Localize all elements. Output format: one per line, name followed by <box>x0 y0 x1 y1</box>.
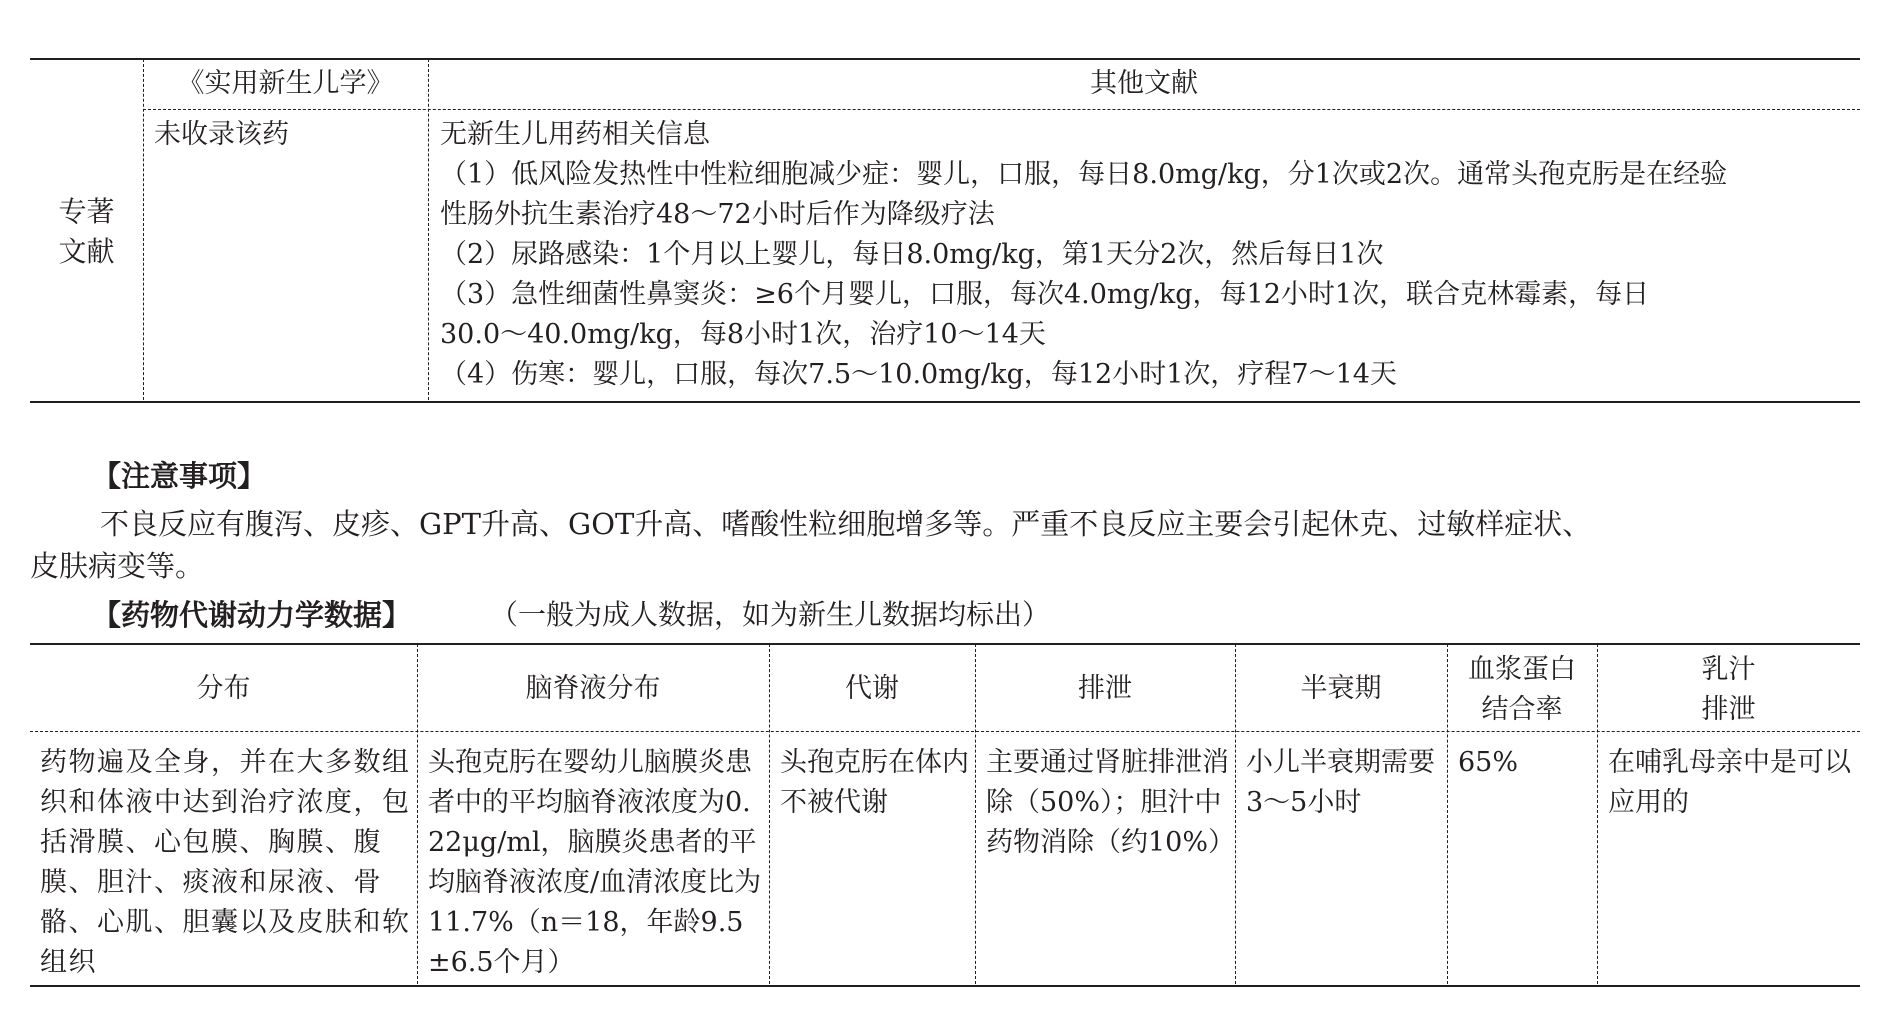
pk-heading: 【药物代谢动力学数据】 <box>92 598 412 632</box>
table1-col-divider-1 <box>143 59 144 400</box>
precautions-text-line2: 皮肤病变等。 <box>30 549 205 583</box>
pk-note: （一般为成人数据，如为新生儿数据均标出） <box>490 598 1051 631</box>
pk-value-half-life: 小儿半衰期需要3～5小时 <box>1246 747 1435 818</box>
table2-header-divider <box>30 731 1860 732</box>
col1-value: 未收录该药 <box>154 119 289 150</box>
other-lit-line: （1）低风险发热性中性粒细胞减少症：婴儿，口服，每日8.0mg/kg，分1次或2次。通常头孢克肟是在经验 <box>440 159 1728 190</box>
table2-top-rule <box>30 643 1860 645</box>
pk-header-half-life: 半衰期 <box>1300 673 1382 704</box>
table1-bottom-rule <box>30 401 1860 403</box>
pk-header-protein-binding: 血浆蛋白 结合率 <box>1468 654 1576 725</box>
col2-header: 其他文献 <box>1090 68 1198 99</box>
other-lit-line: 性肠外抗生素治疗48～72小时后作为降级疗法 <box>440 199 995 230</box>
pk-value-protein-binding: 65% <box>1458 747 1519 778</box>
pk-value-distribution: 药物遍及全身，并在大多数组织和体液中达到治疗浓度，包括滑膜、心包膜、胸膜、腹膜、胆汁、痰液和尿液、骨骼、心肌、胆囊以及皮肤和软组织 <box>40 747 411 978</box>
pk-header-csf: 脑脊液分布 <box>525 673 661 704</box>
other-lit-line: 30.0～40.0mg/kg，每8小时1次，治疗10～14天 <box>440 319 1046 350</box>
precautions-text-line1: 不良反应有腹泻、皮疹、GPT升高、GOT升高、嗜酸性粒细胞增多等。严重不良反应主要会引起休克、过敏样症状、 <box>100 507 1592 541</box>
pk-value-csf: 头孢克肟在婴幼儿脑膜炎患者中的平均脑脊液浓度为0.22μg/ml，脑膜炎患者的平均脑脊液浓度/血清浓度比为11.7%（n＝18，年龄9.5±6.5个月） <box>428 747 762 978</box>
other-lit-line: （3）急性细菌性鼻窦炎：≥6个月婴儿，口服，每次4.0mg/kg，每12小时1次，联合克林霉素，每日 <box>440 279 1650 310</box>
pk-header-milk-excretion: 乳汁 排泄 <box>1701 654 1756 725</box>
table1-col-divider-2 <box>428 59 429 400</box>
monograph-row-header: 专著 文献 <box>58 195 115 268</box>
pk-header-metabolism: 代谢 <box>845 673 899 704</box>
other-lit-line: （4）伤寒：婴儿，口服，每次7.5～10.0mg/kg，每12小时1次，疗程7～14天 <box>440 359 1397 390</box>
other-lit-line: 无新生儿用药相关信息 <box>440 119 710 150</box>
pk-value-milk-excretion: 在哺乳母亲中是可以应用的 <box>1608 747 1851 818</box>
table1-top-rule <box>30 58 1860 60</box>
table2-bottom-rule <box>30 985 1860 987</box>
other-lit-line: （2）尿路感染：1个月以上婴儿，每日8.0mg/kg，第1天分2次，然后每日1次 <box>440 239 1384 270</box>
table1-header-divider <box>143 109 1860 110</box>
pk-value-excretion: 主要通过肾脏排泄消除（50%）；胆汁中药物消除（约10%） <box>986 747 1236 858</box>
pk-value-metabolism: 头孢克肟在体内不被代谢 <box>780 747 969 818</box>
pk-header-distribution: 分布 <box>196 673 251 704</box>
col1-header: 《实用新生儿学》 <box>177 68 394 99</box>
pk-header-excretion: 排泄 <box>1078 673 1132 704</box>
precautions-heading: 【注意事项】 <box>92 459 267 493</box>
